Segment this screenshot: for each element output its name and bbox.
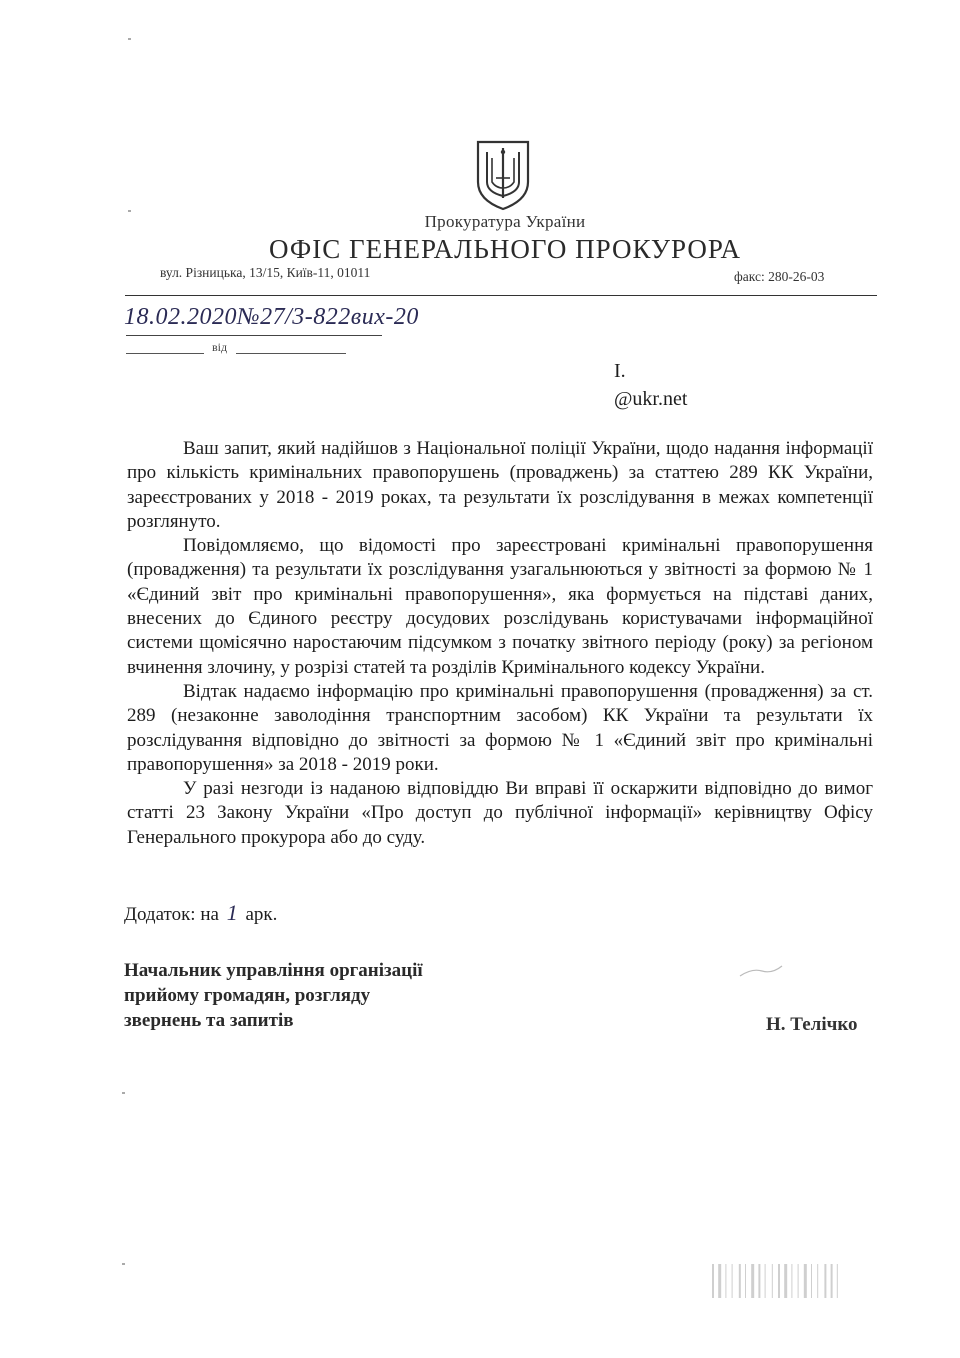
reference-number-blank <box>126 341 204 354</box>
registration-underline <box>126 335 382 336</box>
signer-name: Н. Телічко <box>766 1014 858 1035</box>
signer-title <box>124 958 423 1033</box>
scan-speck <box>122 1092 125 1094</box>
header-divider <box>125 295 877 296</box>
org-title: ОФІС ГЕНЕРАЛЬНОГО ПРОКУРОРА <box>269 234 741 264</box>
reference-date-blank <box>236 341 346 354</box>
org-fax: факс: 280-26-03 <box>734 269 825 284</box>
barcode-stamp <box>712 1258 904 1300</box>
signature-mark <box>738 964 784 978</box>
scan-speck <box>128 210 131 212</box>
recipient-name: І. <box>614 360 626 382</box>
org-subtitle: Прокуратура України <box>424 212 586 231</box>
attachment-suffix: арк. <box>245 904 278 925</box>
attachment-count: 1 <box>226 900 238 925</box>
letter-body <box>127 437 873 850</box>
attachment-prefix: Додаток: на <box>124 904 219 925</box>
scan-speck <box>128 38 131 40</box>
body-paragraph: Ваш запит, який надійшов з Національної поліції України, щодо надання інформації про кількість кримінальних правопорушень (проваджень) за статтею 289 КК України, зареєстрованих у 2018 - 2019 роках, та результати їх розслідування в межах компетенції розглянуто. <box>127 438 873 532</box>
signer-title-line: прийому громадян, розгляду <box>124 985 371 1006</box>
scan-speck <box>122 1263 125 1265</box>
body-paragraph: У разі незгоди із наданою відповіддю Ви вправі її оскаржити відповідно до вимог статті 23 Закону України «Про доступ до публічної інформації» керівництву Офісу Генерального прокурора або до суду. <box>127 778 873 848</box>
registration-number: 18.02.2020№27/3-822вих-20 <box>124 304 419 330</box>
reference-from-label: від <box>212 340 228 354</box>
attachment-line <box>124 900 277 926</box>
signer-title-line: Начальник управління організації <box>124 960 423 981</box>
body-paragraph: Відтак надаємо інформацію про кримінальні правопорушення (провадження) за ст. 289 (незаконне заволодіння транспортним засобом) КК України та результати їх розслідування відповідно до звітності за формою № 1 «Єдиний звіт про кримінальні правопорушення» за 2018 - 2019 роки. <box>127 680 873 775</box>
coat-of-arms-icon <box>474 138 532 212</box>
signer-title-line: звернень та запитів <box>124 1010 294 1031</box>
body-paragraph: Повідомляємо, що відомості про зареєстровані кримінальні правопорушення (провадження) та результати їх розслідування узагальнюються у звітності за формою № 1 «Єдиний звіт про кримінальні правопорушення», яка формується на підставі даних, внесених до Єдиного реєстру досудових розслідувань користувачами інформаційної системи щомісячно наростаючим підсумком з початку звітного періоду (року) за регіоном вчинення злочину, у розрізі статей та розділів Кримінального кодексу України. <box>127 535 873 678</box>
org-address: вул. Різницька, 13/15, Київ-11, 01011 <box>160 265 371 280</box>
recipient-email: @ukr.net <box>614 388 688 410</box>
